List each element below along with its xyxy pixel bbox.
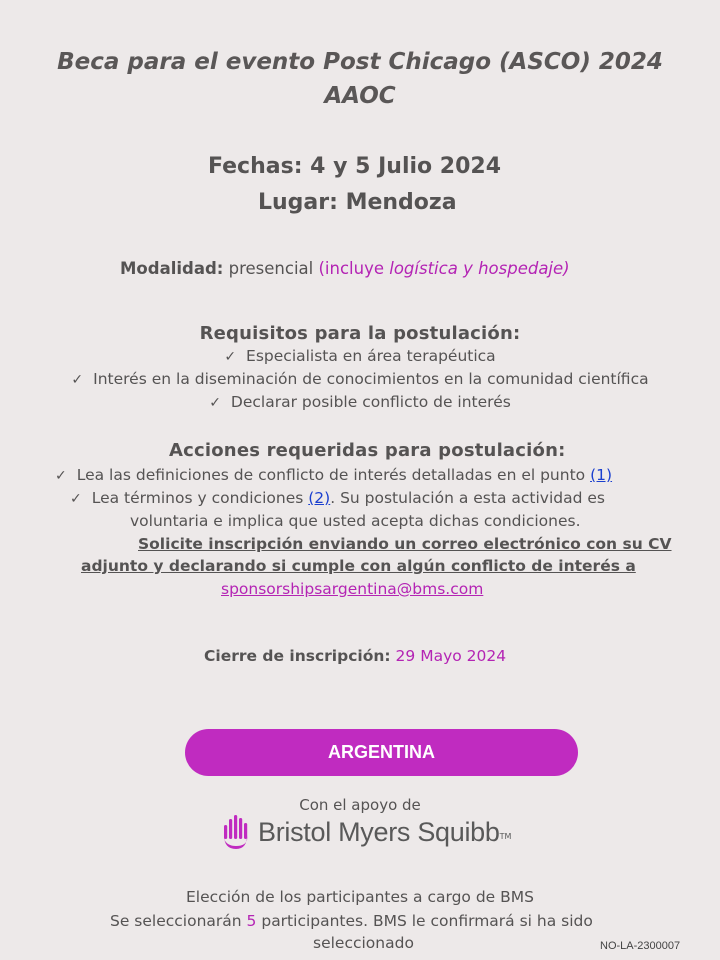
modality-note — [318, 259, 569, 278]
document-code: NO-LA-2300007 — [600, 940, 681, 952]
apply-instruction-line-1: Solicite inscripción enviando un correo electrónico con su CV — [138, 535, 672, 553]
check-icon: ✓ — [70, 491, 82, 507]
reference-link-1[interactable]: (1) — [590, 466, 613, 484]
check-icon: ✓ — [209, 395, 221, 411]
requirement-text: Especialista en área terapéutica — [246, 347, 496, 365]
closing-label: Cierre de inscripción: — [204, 647, 391, 665]
actions-heading: Acciones requeridas para postulación: — [169, 440, 566, 461]
closing-line — [204, 647, 506, 665]
modality-line — [120, 259, 570, 278]
action-text: Lea términos y condiciones — [91, 489, 309, 507]
closing-date: 29 Mayo 2024 — [395, 647, 507, 665]
requirement-text: Interés en la diseminación de conocimientos en la comunidad científica — [93, 370, 649, 388]
footer-line-1: Elección de los participantes a cargo de BMS — [186, 888, 534, 906]
modality-note-italic: logística y hospedaje) — [389, 259, 570, 278]
title-line-1: Beca para el evento Post Chicago (ASCO) 2024 — [57, 49, 663, 75]
check-icon: ✓ — [71, 372, 84, 388]
check-icon: ✓ — [55, 468, 67, 484]
bms-logo-text: Bristol Myers Squibb — [258, 816, 500, 847]
support-label: Con el apoyo de — [299, 796, 421, 814]
footer-line-2-post: participantes. BMS le confirmará si ha sido — [256, 912, 593, 930]
requirements-heading: Requisitos para la postulación: — [199, 323, 521, 344]
requirement-item — [0, 347, 720, 365]
page-title — [0, 45, 720, 113]
modality-label: Modalidad: — [120, 259, 224, 278]
bms-logo — [222, 812, 511, 852]
requirement-item — [0, 393, 720, 411]
footer-line-3: seleccionado — [313, 934, 414, 952]
modality-note-open: (incluye — [318, 259, 390, 278]
check-icon: ✓ — [224, 349, 237, 365]
country-button[interactable]: ARGENTINA — [185, 729, 578, 776]
action-item-2 — [70, 489, 605, 507]
apply-instruction-line-2: adjunto y declarando si cumple con algún conflicto de interés a — [81, 557, 636, 575]
requirement-text: Declarar posible conflicto de interés — [230, 393, 511, 411]
action-item-2-cont: voluntaria e implica que usted acepta dichas condiciones. — [130, 512, 581, 530]
reference-link-2[interactable]: (2) — [308, 489, 331, 507]
event-dates: Fechas: 4 y 5 Julio 2024 — [208, 154, 502, 179]
requirement-item — [0, 370, 720, 388]
action-item-1 — [55, 466, 612, 484]
event-place: Lugar: Mendoza — [258, 190, 457, 215]
action-text: Lea las definiciones de conflicto de interés detalladas en el punto — [76, 466, 591, 484]
footer-line-2 — [110, 912, 593, 930]
hand-icon — [222, 813, 250, 851]
action-text-rest: . Su postulación a esta actividad es — [330, 489, 605, 507]
participants-count: 5 — [246, 912, 257, 930]
modality-value: presencial — [228, 259, 314, 278]
footer-line-2-pre: Se seleccionarán — [110, 912, 247, 930]
title-line-2: AAOC — [324, 83, 396, 109]
trademark-mark: TM — [499, 831, 512, 841]
email-link[interactable]: sponsorshipsargentina@bms.com — [221, 580, 484, 598]
